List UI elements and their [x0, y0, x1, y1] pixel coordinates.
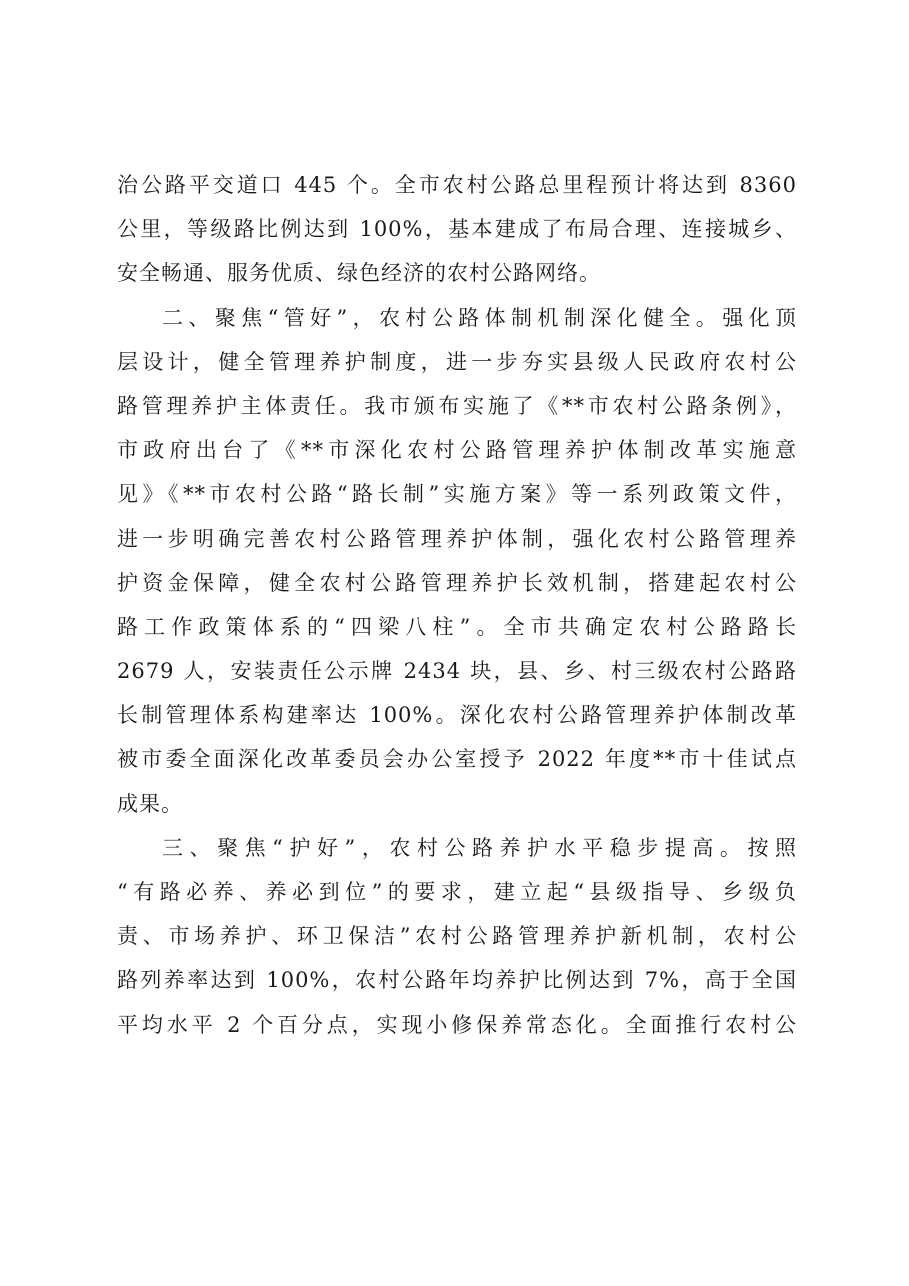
text-line: 护资金保障，健全农村公路管理养护长效机制，搭建起农村公 [117, 570, 797, 595]
text-line: 路列养率达到 100%，农村公路年均养护比例达到 7%，高于全国 [117, 968, 797, 993]
text-line: 责、市场养护、环卫保洁”农村公路管理养护新机制，农村公 [117, 924, 797, 949]
text-line: 路管理养护主体责任。我市颁布实施了《**市农村公路条例》， [117, 393, 797, 418]
text-line: 见》《**市农村公路“路长制”实施方案》等一系列政策文件， [117, 482, 797, 507]
text-line: 层设计，健全管理养护制度，进一步夯实县级人民政府农村公 [117, 349, 797, 374]
text-line: 进一步明确完善农村公路管理养护体制，强化农村公路管理养 [117, 526, 797, 551]
text-line: 治公路平交道口 445 个。全市农村公路总里程预计将达到 8360 [117, 173, 797, 197]
text-line: 被市委全面深化改革委员会办公室授予 2022 年度**市十佳试点 [117, 747, 797, 772]
text-line: 成果。 [117, 791, 183, 816]
paragraph-heading-line: 二、聚焦“管好”，农村公路体制机制深化健全。强化顶 [162, 305, 797, 330]
paragraph-heading-line: 三、聚焦“护好”，农村公路养护水平稳步提高。按照 [162, 835, 797, 860]
text-line: 市政府出台了《**市深化农村公路管理养护体制改革实施意 [117, 438, 797, 463]
document-body [117, 163, 797, 1047]
text-line: 2679 人，安装责任公示牌 2434 块，县、乡、村三级农村公路路 [117, 659, 797, 684]
text-line: 公里，等级路比例达到 100%，基本建成了布局合理、连接城乡、 [117, 217, 797, 242]
text-line: 安全畅通、服务优质、绿色经济的农村公路网络。 [117, 261, 601, 286]
text-line: 路工作政策体系的“四梁八柱”。全市共确定农村公路路长 [117, 614, 797, 639]
text-line: 平均水平 2 个百分点，实现小修保养常态化。全面推行农村公 [117, 1012, 797, 1037]
text-line: 长制管理体系构建率达 100%。深化农村公路管理养护体制改革 [117, 703, 797, 728]
text-line: “有路必养、养必到位”的要求，建立起“县级指导、乡级负 [117, 880, 797, 904]
